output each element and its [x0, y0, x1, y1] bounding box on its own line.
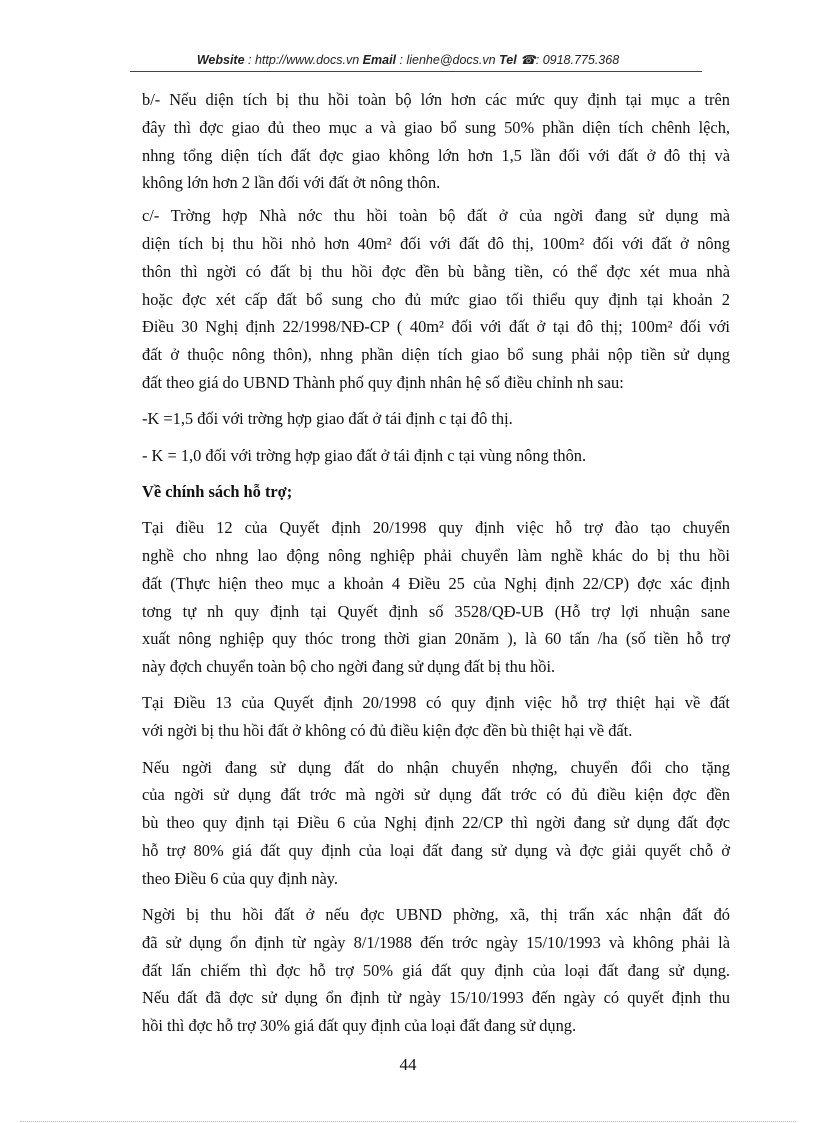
text-line: Tại điều 12 của Quyết định 20/1998 quy định việc hỗ trợ đào tạo chuyển	[142, 518, 730, 538]
text-line: này đợch chuyển toàn bộ cho ngời đang sử dụng đất bị thu hồi.	[142, 657, 556, 677]
text-line: thôn thì ngời có đất bị thu hồi đợc đền bù bằng tiền, có thể đợc xét mua nhà	[142, 261, 730, 281]
section-heading	[142, 478, 730, 506]
paragraph-7	[142, 754, 730, 893]
paragraph-1	[142, 86, 730, 197]
text-line: không lớn hơn 2 lần đối với đất ởt nông thôn.	[142, 173, 441, 193]
text-line: diện tích bị thu hồi nhỏ hơn 40m² đối với đất đô thị, 100m² đối với đất ở nông	[142, 233, 730, 253]
text-line: Nếu đất đã đợc sử dụng ổn định từ ngày 15/10/1993 đến ngày có quyết định thu	[142, 988, 730, 1008]
text-line: -K =1,5 đối với trờng hợp giao đất ở tái định c tại đô thị.	[142, 409, 513, 429]
text-line: xuất nông nghiệp quy thóc trong thời gian 20năm ), là 60 tấn /ha (số tiền hỗ trợ	[142, 629, 730, 649]
tel-value: : 0918.775.368	[535, 53, 620, 67]
text-line: Tại Điều 13 của Quyết định 20/1998 có quy định việc hỗ trợ thiệt hại về đất	[142, 693, 730, 713]
text-line: bù theo quy định tại Điều 6 của Nghị định 22/CP thì ngời đang sử dụng đất đợc	[142, 813, 730, 833]
email-value: : lienhe@docs.vn	[399, 53, 496, 67]
paragraph-3	[142, 405, 730, 433]
text-line: hồi thì đợc hỗ trợ 30% giá đất quy định của loại đất đang sử dụng.	[142, 1016, 577, 1036]
text-line: Điều 30 Nghị định 22/1998/NĐ-CP ( 40m² đối với đất ở tại đô thị; 100m² đối với	[142, 317, 730, 337]
text-line: của ngời sử dụng đất trớc mà ngời sử dụng đất trớc có đủ điều kiện đợc đền	[142, 785, 730, 805]
text-line: đất theo giá do UBND Thành phố quy định nhân hệ số điều chỉnh nh sau:	[142, 372, 624, 392]
page-number: 44	[399, 1055, 417, 1074]
text-line: đất lấn chiếm thì đợc hỗ trợ 50% giá đất quy định của loại đất đang sử dụng.	[142, 960, 730, 980]
page-header	[0, 52, 816, 67]
phone-icon: ☎	[520, 53, 536, 67]
text-line: hoặc đợc xét cấp đất bổ sung cho đủ mức giao tối thiểu quy định tại khoản 2	[142, 289, 730, 309]
paragraph-5	[142, 514, 730, 681]
website-value: : http://www.docs.vn	[248, 53, 360, 67]
text-line: tơng tự nh quy định tại Quyết định số 3528/QĐ-UB (Hỗ trợ lợi nhuận sane	[142, 601, 730, 621]
text-line: b/- Nếu diện tích bị thu hồi toàn bộ lớn hơn các mức quy định tại mục a trên	[142, 90, 730, 109]
document-body	[142, 86, 730, 1049]
text-line: Về chính sách hỗ trợ;	[142, 481, 293, 501]
paragraph-2	[142, 202, 730, 397]
text-line: c/- Trờng hợp Nhà nớc thu hồi toàn bộ đất ở của ngời đang sử dụng mà	[142, 206, 730, 226]
text-line: đã sử dụng ổn định từ ngày 8/1/1988 đến trớc ngày 15/10/1993 và không phải là	[142, 932, 730, 952]
text-line: nghề cho nhng lao động nông nghiệp phải chuyển làm nghề khác do bị thu hồi	[142, 545, 730, 565]
text-line: nhng tổng diện tích đất đợc giao không lớn hơn 1,5 lần đối với đất ở đô thị và	[142, 145, 730, 165]
text-line: - K = 1,0 đối với trờng hợp giao đất ở tái định c tại vùng nông thôn.	[142, 445, 587, 465]
tel-label: Tel	[499, 53, 517, 67]
text-line: Nếu ngời đang sử dụng đất do nhận chuyển nhợng, chuyển đổi cho tặng	[142, 757, 730, 777]
text-line: đất (Thực hiện theo mục a khoản 4 Điều 25 của Nghị định 22/CP) đợc xác định	[142, 573, 730, 593]
website-label: Website	[196, 53, 245, 67]
text-line: theo Điều 6 của quy định này.	[142, 868, 339, 888]
email-label: Email	[362, 53, 397, 67]
header-divider	[130, 71, 702, 72]
footer-dotted-rule	[20, 1121, 796, 1122]
text-line: Ngời bị thu hồi đất ở nếu đợc UBND phờng, xã, thị trấn xác nhận đất đó	[142, 905, 730, 925]
text-line: đất ở thuộc nông thôn), nhng phần diện tích giao bổ sung phải nộp tiền sử dụng	[142, 345, 730, 365]
text-line: với ngời bị thu hồi đất ở không có đủ điều kiện đợc đền bù thiệt hại về đất.	[142, 721, 633, 741]
text-line: đây thì đợc giao đủ theo mục a và giao bổ sung 50% phần diện tích chênh lệch,	[142, 117, 730, 137]
text-line: hỗ trợ 80% giá đất quy định của loại đất đang sử dụng và đợc giải quyết chỗ ở	[142, 840, 730, 860]
paragraph-6	[142, 689, 730, 745]
paragraph-8	[142, 901, 730, 1040]
paragraph-4	[142, 442, 730, 470]
